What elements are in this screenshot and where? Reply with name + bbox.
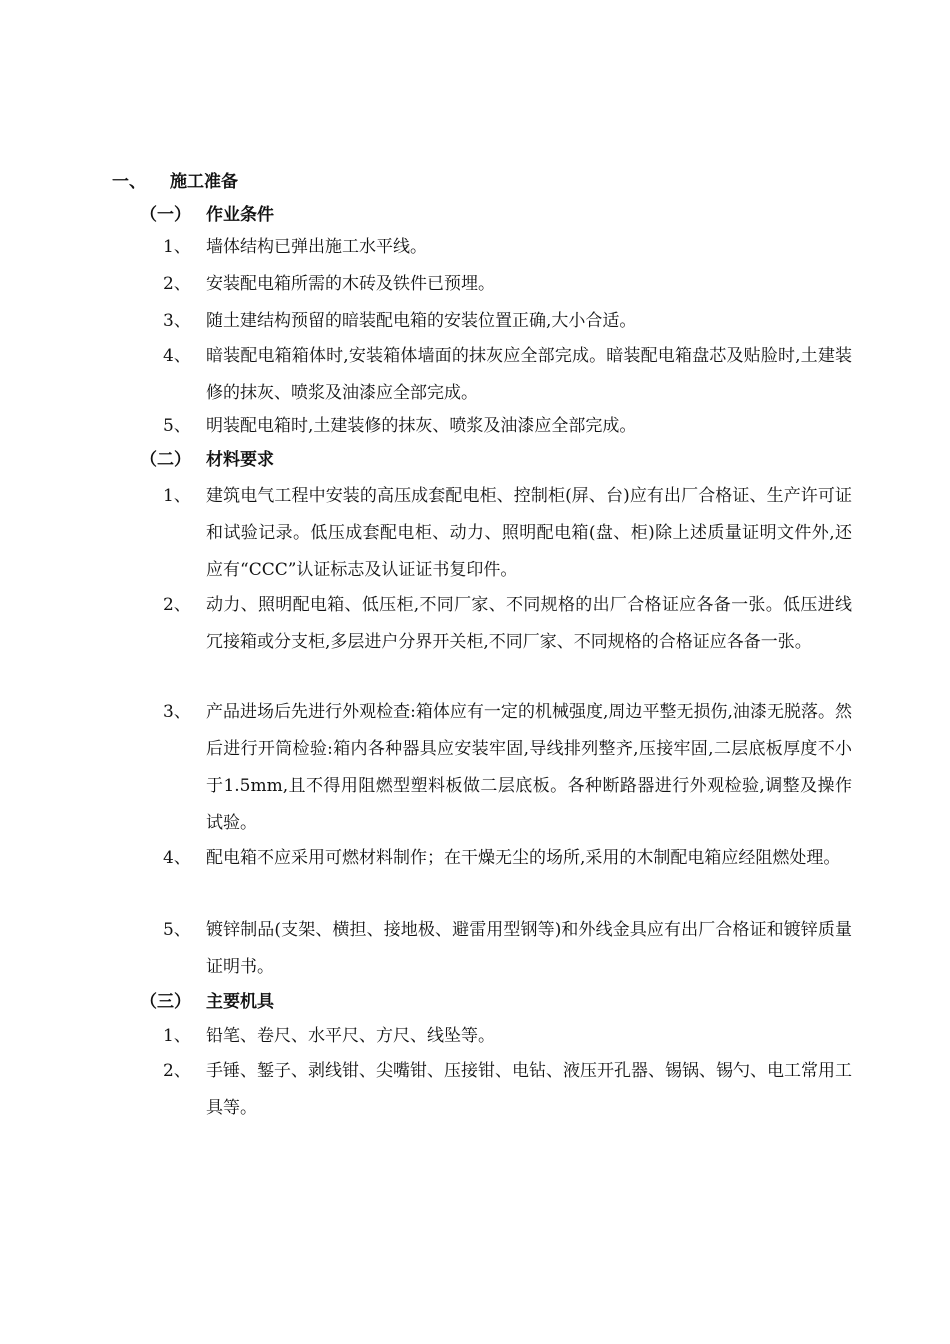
item-text: 暗装配电箱箱体时,安装箱体墙面的抹灰应全部完成。暗装配电箱盘芯及贴脸时,土建装修的抹灰、喷浆及油漆应全部完成。 xyxy=(206,346,852,403)
subsection-title: 材料要求 xyxy=(206,450,274,470)
item-text: 建筑电气工程中安装的高压成套配电柜、控制柜(屏、台)应有出厂合格证、生产许可证和试验记录。低压成套配电柜、动力、照明配电箱(盘、柜)除上述质量证明文件外,还应有“CCC”认证标志及认证证书复印件。 xyxy=(206,486,852,580)
subsection-title: 作业条件 xyxy=(206,205,274,225)
item-text: 动力、照明配电箱、低压柜,不同厂家、不同规格的出厂合格证应各备一张。低压进线冗接箱或分支柜,多层进户分界开关柜,不同厂家、不同规格的合格证应各备一张。 xyxy=(206,595,852,652)
subsection-title: 主要机具 xyxy=(206,992,274,1012)
item-text: 配电箱不应采用可燃材料制作；在干燥无尘的场所,采用的木制配电箱应经阻燃处理。 xyxy=(206,848,841,868)
subsection-number: （二） xyxy=(140,450,191,470)
item-number: 4、 xyxy=(163,848,191,868)
item-text: 随土建结构预留的暗装配电箱的安装位置正确,大小合适。 xyxy=(206,311,637,331)
item-number: 2、 xyxy=(163,274,191,294)
section-title: 施工准备 xyxy=(170,172,238,192)
section-number: 一、 xyxy=(112,172,146,192)
item-text: 明装配电箱时,土建装修的抹灰、喷浆及油漆应全部完成。 xyxy=(206,416,637,436)
item-text: 产品进场后先进行外观检查:箱体应有一定的机械强度,周边平整无损伤,油漆无脱落。然后进行开筒检验:箱内各种器具应安装牢固,导线排列整齐,压接牢固,二层底板厚度不小于1.5mm,且不得用阻燃型塑料板做二层底板。各种断路器进行外观检验,调整及操作试验。 xyxy=(206,702,852,833)
item-number: 2、 xyxy=(163,1061,191,1081)
item-number: 1、 xyxy=(163,237,191,257)
item-number: 2、 xyxy=(163,595,191,615)
subsection-number: （三） xyxy=(140,992,191,1012)
item-number: 5、 xyxy=(163,920,191,940)
item-text: 墙体结构已弹出施工水平线。 xyxy=(206,237,427,257)
item-text: 手锤、錾子、剥线钳、尖嘴钳、压接钳、电钻、液压开孔器、锡锅、锡勺、电工常用工具等。 xyxy=(206,1061,852,1118)
item-text: 镀锌制品(支架、横担、接地极、避雷用型钢等)和外线金具应有出厂合格证和镀锌质量证明书。 xyxy=(206,920,852,977)
subsection-number: （一） xyxy=(140,205,191,225)
item-number: 4、 xyxy=(163,346,191,366)
item-number: 3、 xyxy=(163,311,191,331)
item-text: 铅笔、卷尺、水平尺、方尺、线坠等。 xyxy=(206,1026,495,1046)
item-text: 安装配电箱所需的木砖及铁件已预埋。 xyxy=(206,274,495,294)
item-number: 1、 xyxy=(163,1026,191,1046)
item-number: 3、 xyxy=(163,702,191,722)
item-number: 5、 xyxy=(163,416,191,436)
item-number: 1、 xyxy=(163,486,191,506)
